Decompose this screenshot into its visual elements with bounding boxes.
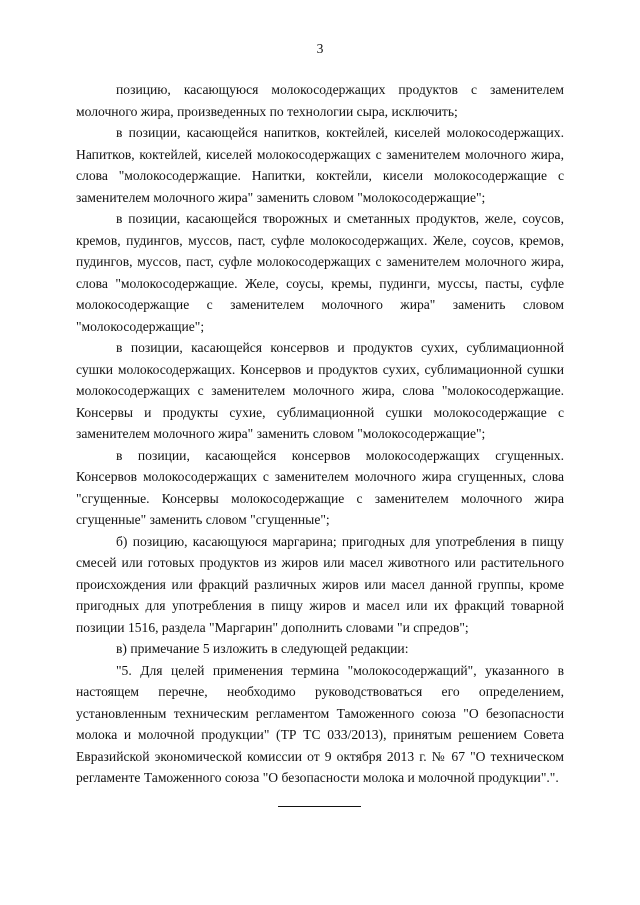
paragraph-6: б) позицию, касающуюся маргарина; пригодных для употребления в пищу смесей или готовых продуктов из жиров или масел животного или растительного происхождения или фракций различных жиров или масел данной группы, кроме пригодных для употребления в пищу жиров и масел или их фракций товарной позиции 1516, раздела "Маргарин" дополнить словами "и спредов"; — [76, 533, 564, 635]
paragraph-8: "5. Для целей применения термина "молокосодержащий", указанного в настоящем перечне, необходимо руководствоваться его определением, установленным техническим регламентом Таможенного союза "О безопасности молока и молочной продукции" (ТР ТС 033/2013), принятым решением Совета Евразийской экономической комиссии от 9 октября 2013 г. № 67 "О техническом регламенте Таможенного союза "О безопасности молока и молочной продукции".". — [76, 662, 564, 785]
paragraph-2: в позиции, касающейся напитков, коктейлей, киселей молокосодержащих. Напитков, коктейлей, киселей молокосодержащих с заменителем молочного жира, слова "молокосодержащие. Напитки, коктейли, кисели молокосодержащие с заменителем молочного жира" заменить словом "молокосодержащие"; — [76, 125, 564, 205]
document-body — [76, 79, 564, 789]
paragraph-4: в позиции, касающейся консервов и продуктов сухих, сублимационной сушки молокосодержащих. Консервов и продуктов сухих, сублимационной сушки молокосодержащих с заменителем молочного жира, слова "молокосодержащие. Консервы и продукты сухие, сублимационной сушки молокосодержащие с заменителем молочного жира" заменить словом "молокосодержащие"; — [76, 340, 564, 441]
page-number: 3 — [316, 41, 324, 56]
paragraph-7: в) примечание 5 изложить в следующей редакции: — [116, 641, 409, 656]
paragraph-5: в позиции, касающейся консервов молокосодержащих сгущенных. Консервов молокосодержащих с заменителем молочного жира сгущенных, слова "сгущенные. Консервы молокосодержащие с заменителем молочного жира сгущенные" заменить словом "сгущенные"; — [76, 447, 564, 527]
footer-divider — [278, 806, 361, 807]
paragraph-3: в позиции, касающейся творожных и сметанных продуктов, желе, соусов, кремов, пудингов, муссов, паст, суфле молокосодержащих. Желе, соусов, кремов, пудингов, муссов, паст, суфле молокосодержащих с заменителем молочного жира, слова "молокосодержащие. Желе, соусы, кремы, пудинги, муссы, пасты, суфле молокосодержащие с заменителем молочного жира" заменить словом "молокосодержащие"; — [76, 211, 564, 334]
paragraph-1: позицию, касающуюся молокосодержащих продуктов с заменителем молочного жира, произведенных по технологии сыра, исключить; — [76, 82, 564, 119]
